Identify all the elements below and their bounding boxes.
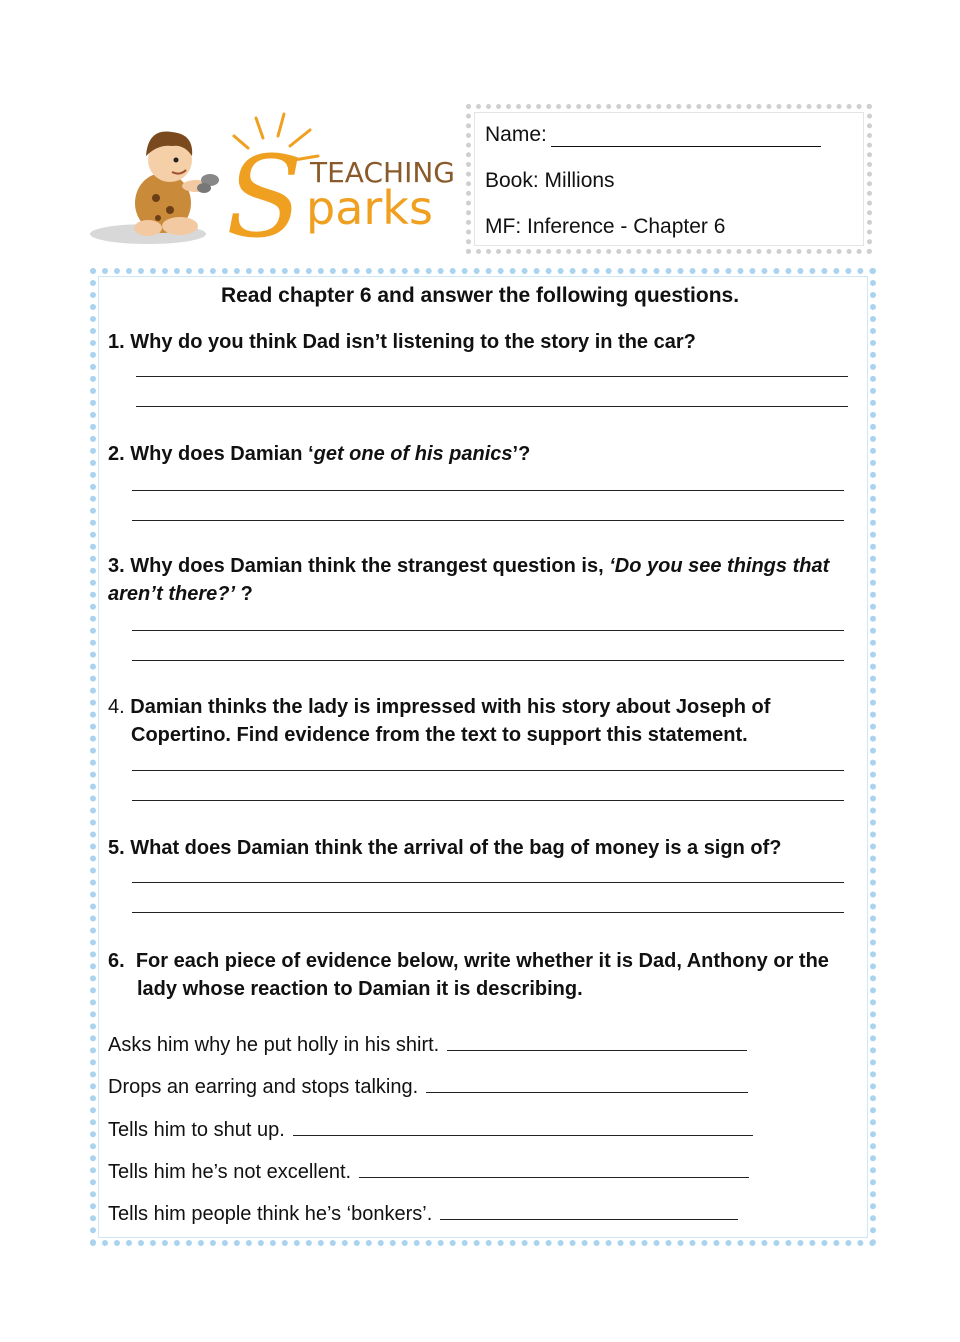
question-3 bbox=[108, 552, 848, 608]
svg-text:S: S bbox=[226, 133, 303, 258]
question-number: 3. bbox=[108, 555, 125, 577]
answer-line[interactable] bbox=[136, 406, 848, 407]
evidence-text: Asks him why he put holly in his shirt. bbox=[108, 1034, 440, 1056]
question-6 bbox=[108, 947, 848, 1003]
svg-text:TEACHING: TEACHING bbox=[310, 156, 455, 189]
answer-line[interactable] bbox=[132, 490, 844, 491]
answer-line[interactable] bbox=[132, 912, 844, 913]
mf-label: MF: Inference - Chapter 6 bbox=[485, 215, 726, 238]
student-info-box bbox=[466, 104, 872, 254]
question-text-italic: ‘Do you see things that aren’t there?’ bbox=[108, 555, 830, 605]
name-label: Name: bbox=[485, 123, 547, 146]
evidence-answer-line[interactable] bbox=[359, 1159, 749, 1178]
evidence-text: Tells him people think he’s ‘bonkers’. bbox=[108, 1203, 433, 1225]
worksheet-frame bbox=[90, 268, 876, 1246]
evidence-answer-line[interactable] bbox=[426, 1074, 748, 1093]
answer-line[interactable] bbox=[132, 520, 844, 521]
question-text-italic: get one of his panics bbox=[313, 443, 513, 465]
evidence-item bbox=[108, 1117, 753, 1142]
question-text-end: ’? bbox=[512, 443, 531, 465]
name-line bbox=[485, 123, 821, 147]
question-text: What does Damian think the arrival of the bag of money is a sign of? bbox=[130, 837, 782, 859]
evidence-text: Tells him he’s not excellent. bbox=[108, 1161, 352, 1183]
question-4 bbox=[108, 693, 848, 749]
evidence-item bbox=[108, 1032, 747, 1057]
name-field[interactable] bbox=[551, 126, 821, 147]
question-2 bbox=[108, 440, 848, 468]
question-text-end: ? bbox=[235, 583, 253, 605]
question-text-line1: For each piece of evidence below, write whether it is Dad, Anthony or the bbox=[135, 950, 829, 972]
question-text: Why does Damian ‘ bbox=[130, 443, 314, 465]
question-1 bbox=[108, 328, 848, 356]
question-number: 5. bbox=[108, 837, 125, 859]
evidence-text: Drops an earring and stops talking. bbox=[108, 1076, 419, 1098]
question-number: 2. bbox=[108, 443, 125, 465]
answer-line[interactable] bbox=[132, 630, 844, 631]
answer-line[interactable] bbox=[132, 800, 844, 801]
evidence-answer-line[interactable] bbox=[293, 1117, 753, 1136]
answer-line[interactable] bbox=[132, 770, 844, 771]
evidence-answer-line[interactable] bbox=[440, 1201, 738, 1220]
question-text-line1: Damian thinks the lady is impressed with his story about Joseph of bbox=[130, 696, 771, 718]
evidence-item bbox=[108, 1159, 749, 1184]
evidence-item bbox=[108, 1074, 748, 1099]
question-number: 4. bbox=[108, 696, 125, 718]
teaching-sparks-logo bbox=[88, 108, 458, 258]
answer-line[interactable] bbox=[136, 376, 848, 377]
question-text-line2: lady whose reaction to Damian it is describing. bbox=[137, 978, 583, 1000]
evidence-answer-line[interactable] bbox=[447, 1032, 747, 1051]
question-text: Why does Damian think the strangest question is, bbox=[130, 555, 610, 577]
evidence-text: Tells him to shut up. bbox=[108, 1119, 285, 1141]
caveman-logo-icon bbox=[88, 108, 458, 258]
question-5 bbox=[108, 834, 848, 862]
book-label: Book: Millions bbox=[485, 169, 615, 192]
question-text: Why do you think Dad isn’t listening to the story in the car? bbox=[130, 331, 696, 353]
evidence-item bbox=[108, 1201, 738, 1226]
instructions-heading: Read chapter 6 and answer the following questions. bbox=[220, 284, 740, 307]
question-number: 6. bbox=[108, 950, 125, 972]
question-text-line2: Copertino. Find evidence from the text to support this statement. bbox=[131, 724, 748, 746]
answer-line[interactable] bbox=[132, 660, 844, 661]
answer-line[interactable] bbox=[132, 882, 844, 883]
question-number: 1. bbox=[108, 331, 125, 353]
svg-text:parks: parks bbox=[306, 181, 433, 235]
